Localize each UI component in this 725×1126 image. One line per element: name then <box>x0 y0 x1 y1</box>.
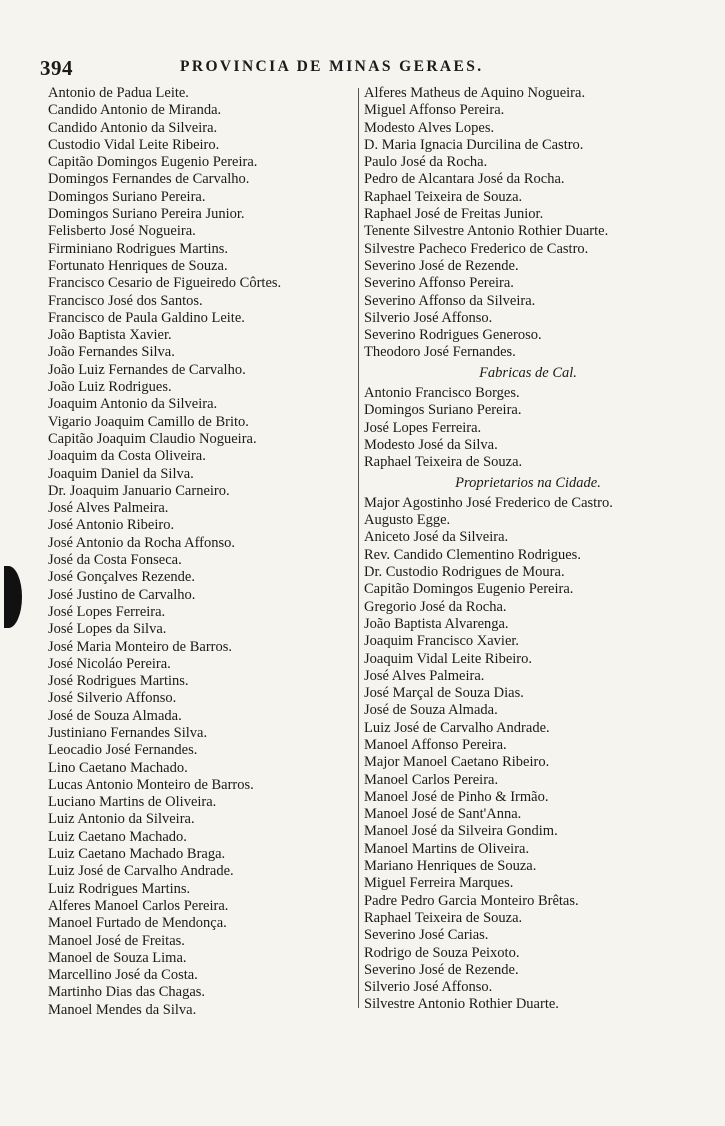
name-entry: Manoel José de Sant'Anna. <box>364 806 522 823</box>
name-entry: José Maria Monteiro de Barros. <box>48 638 233 655</box>
name-entry: Aniceto José da Silveira. <box>364 529 509 546</box>
name-entry: Pedro de Alcantara José da Rocha. <box>364 171 565 188</box>
name-entry: João Luiz Rodrigues. <box>48 379 172 396</box>
name-entry: Joaquim da Costa Oliveira. <box>48 448 206 465</box>
name-entry: José Lopes da Silva. <box>48 621 167 638</box>
name-entry: Domingos Suriano Pereira. <box>48 188 206 205</box>
name-entry: Capitão Joaquim Claudio Nogueira. <box>48 430 257 447</box>
name-entry: Dr. Custodio Rodrigues de Moura. <box>364 564 565 581</box>
name-entry: Antonio Francisco Borges. <box>364 385 520 402</box>
name-entry: Capitão Domingos Eugenio Pereira. <box>48 154 258 171</box>
name-entry: Custodio Vidal Leite Ribeiro. <box>48 136 220 153</box>
name-entry: Francisco de Paula Galdino Leite. <box>48 309 245 326</box>
name-entry: Severino Rodrigues Generoso. <box>364 327 542 344</box>
name-entry: José Justino de Carvalho. <box>48 586 196 603</box>
proprietarios-list <box>364 495 714 1014</box>
name-entry: Modesto José da Silva. <box>364 436 498 453</box>
name-entry: Severino Affonso da Silveira. <box>364 292 536 309</box>
name-entry: Miguel Affonso Pereira. <box>364 102 505 119</box>
name-entry: Gregorio José da Rocha. <box>364 598 507 615</box>
name-entry: Francisco José dos Santos. <box>48 292 203 309</box>
page-number: 394 <box>40 56 73 80</box>
margin-ink-mark <box>4 566 22 628</box>
name-entry: Severino José de Rezende. <box>364 961 519 978</box>
name-entry: Rodrigo de Souza Peixoto. <box>364 944 520 961</box>
name-entry: José Lopes Ferreira. <box>364 419 482 436</box>
name-entry: Alferes Matheus de Aquino Nogueira. <box>364 85 586 101</box>
name-entry: Lino Caetano Machado. <box>48 759 188 776</box>
name-entry: Augusto Egge. <box>364 512 451 529</box>
name-entry: José Marçal de Souza Dias. <box>364 685 524 702</box>
name-entry: Manoel Mendes da Silva. <box>48 1001 197 1018</box>
name-entry: Mariano Henriques de Souza. <box>364 858 537 875</box>
name-entry: Joaquim Francisco Xavier. <box>364 633 520 650</box>
name-entry: Manoel José de Freitas. <box>48 932 185 949</box>
name-entry: José Nicoláo Pereira. <box>48 655 171 672</box>
name-entry: Leocadio José Fernandes. <box>48 742 198 759</box>
name-entry: Luiz José de Carvalho Andrade. <box>364 719 550 736</box>
name-entry: Joaquim Daniel da Silva. <box>48 465 194 482</box>
name-entry: Alferes Manoel Carlos Pereira. <box>48 897 229 914</box>
name-entry: Major Agostinho José Frederico de Castro. <box>364 494 613 511</box>
name-entry: Francisco Cesario de Figueiredo Côrtes. <box>48 275 282 292</box>
name-entry: Silvestre Pacheco Frederico de Castro. <box>364 240 589 257</box>
name-entry: Manoel Furtado de Mendonça. <box>48 915 227 932</box>
name-entry: Theodoro José Fernandes. <box>364 344 516 361</box>
name-entry: Manoel Martins de Oliveira. <box>364 840 530 857</box>
name-entry: Modesto Alves Lopes. <box>364 119 495 136</box>
name-entry: Tenente Silvestre Antonio Rothier Duarte. <box>364 223 609 240</box>
name-entry: Paulo José da Rocha. <box>364 154 488 171</box>
column-divider <box>358 88 359 1008</box>
name-entry: Luiz Rodrigues Martins. <box>48 880 191 897</box>
section-heading-proprietarios: Proprietarios na Cidade. <box>455 474 601 491</box>
name-entry: João Baptista Alvarenga. <box>364 615 509 632</box>
continued-list <box>364 85 714 362</box>
name-entry: Domingos Suriano Pereira Junior. <box>48 206 245 223</box>
running-title: PROVINCIA DE MINAS GERAES. <box>180 58 484 75</box>
name-entry: Candido Antonio da Silveira. <box>48 119 218 136</box>
name-entry: Fortunato Henriques de Souza. <box>48 257 228 274</box>
name-entry: Domingos Fernandes de Carvalho. <box>48 171 250 188</box>
name-entry: Dr. Joaquim Januario Carneiro. <box>48 482 230 499</box>
name-entry: José Alves Palmeira. <box>48 500 169 517</box>
left-column <box>48 85 358 1019</box>
name-entry: Luiz Caetano Machado Braga. <box>48 846 226 863</box>
name-entry: Severino José Carias. <box>364 927 489 944</box>
name-entry: Silvestre Antonio Rothier Duarte. <box>364 996 559 1013</box>
name-entry: Manoel José da Silveira Gondim. <box>364 823 558 840</box>
name-entry: José Lopes Ferreira. <box>48 603 166 620</box>
name-entry: Raphael Teixeira de Souza. <box>364 188 523 205</box>
name-entry: Felisberto José Nogueira. <box>48 223 196 240</box>
name-entry: João Fernandes Silva. <box>48 344 175 361</box>
name-entry: José Alves Palmeira. <box>364 667 485 684</box>
name-entry: Domingos Suriano Pereira. <box>364 402 522 419</box>
name-entry: José Silverio Affonso. <box>48 690 177 707</box>
name-entry: João Baptista Xavier. <box>48 327 172 344</box>
name-entry: D. Maria Ignacia Durcilina de Castro. <box>364 136 584 153</box>
name-entry: José Antonio da Rocha Affonso. <box>48 534 236 551</box>
name-entry: José de Souza Almada. <box>48 707 182 724</box>
name-entry: Joaquim Antonio da Silveira. <box>48 396 218 413</box>
name-entry: Luciano Martins de Oliveira. <box>48 794 217 811</box>
name-entry: Firminiano Rodrigues Martins. <box>48 240 229 257</box>
name-entry: Raphael Teixeira de Souza. <box>364 454 523 471</box>
name-entry: Lucas Antonio Monteiro de Barros. <box>48 776 254 793</box>
name-entry: Luiz Antonio da Silveira. <box>48 811 195 828</box>
name-entry: Raphael Teixeira de Souza. <box>364 909 523 926</box>
name-entry: Candido Antonio de Miranda. <box>48 102 222 119</box>
name-entry: José da Costa Fonseca. <box>48 552 182 569</box>
name-entry: Joaquim Vidal Leite Ribeiro. <box>364 650 532 667</box>
name-entry: Raphael José de Freitas Junior. <box>364 206 544 223</box>
name-entry: Marcellino José da Costa. <box>48 967 198 984</box>
name-entry: Manoel Carlos Pereira. <box>364 771 499 788</box>
name-entry: Luiz Caetano Machado. <box>48 828 187 845</box>
name-entry: Justiniano Fernandes Silva. <box>48 724 208 741</box>
name-entry: Severino José de Rezende. <box>364 257 519 274</box>
fabricas-list <box>364 385 714 471</box>
name-entry: Manoel de Souza Lima. <box>48 949 187 966</box>
name-entry: Vigario Joaquim Camillo de Brito. <box>48 413 249 430</box>
right-column <box>364 85 714 1014</box>
section-heading-fabricas: Fabricas de Cal. <box>479 364 577 381</box>
name-entry: José Antonio Ribeiro. <box>48 517 175 534</box>
name-entry: Rev. Candido Clementino Rodrigues. <box>364 546 581 563</box>
name-entry: José Gonçalves Rezende. <box>48 569 195 586</box>
name-entry: Major Manoel Caetano Ribeiro. <box>364 754 550 771</box>
name-entry: Severino Affonso Pereira. <box>364 275 514 292</box>
name-entry: Capitão Domingos Eugenio Pereira. <box>364 581 574 598</box>
name-entry: Silverio José Affonso. <box>364 309 493 326</box>
name-entry: Martinho Dias das Chagas. <box>48 984 206 1001</box>
name-entry: Padre Pedro Garcia Monteiro Brêtas. <box>364 892 579 909</box>
name-entry: Manoel Affonso Pereira. <box>364 736 507 753</box>
name-entry: José Rodrigues Martins. <box>48 673 189 690</box>
name-entry: João Luiz Fernandes de Carvalho. <box>48 361 246 378</box>
name-entry: Luiz José de Carvalho Andrade. <box>48 863 234 880</box>
name-entry: José de Souza Almada. <box>364 702 498 719</box>
name-entry: Miguel Ferreira Marques. <box>364 875 514 892</box>
name-entry: Manoel José de Pinho & Irmão. <box>364 788 549 805</box>
name-entry: Silverio José Affonso. <box>364 979 493 996</box>
name-entry: Antonio de Padua Leite. <box>48 85 189 101</box>
